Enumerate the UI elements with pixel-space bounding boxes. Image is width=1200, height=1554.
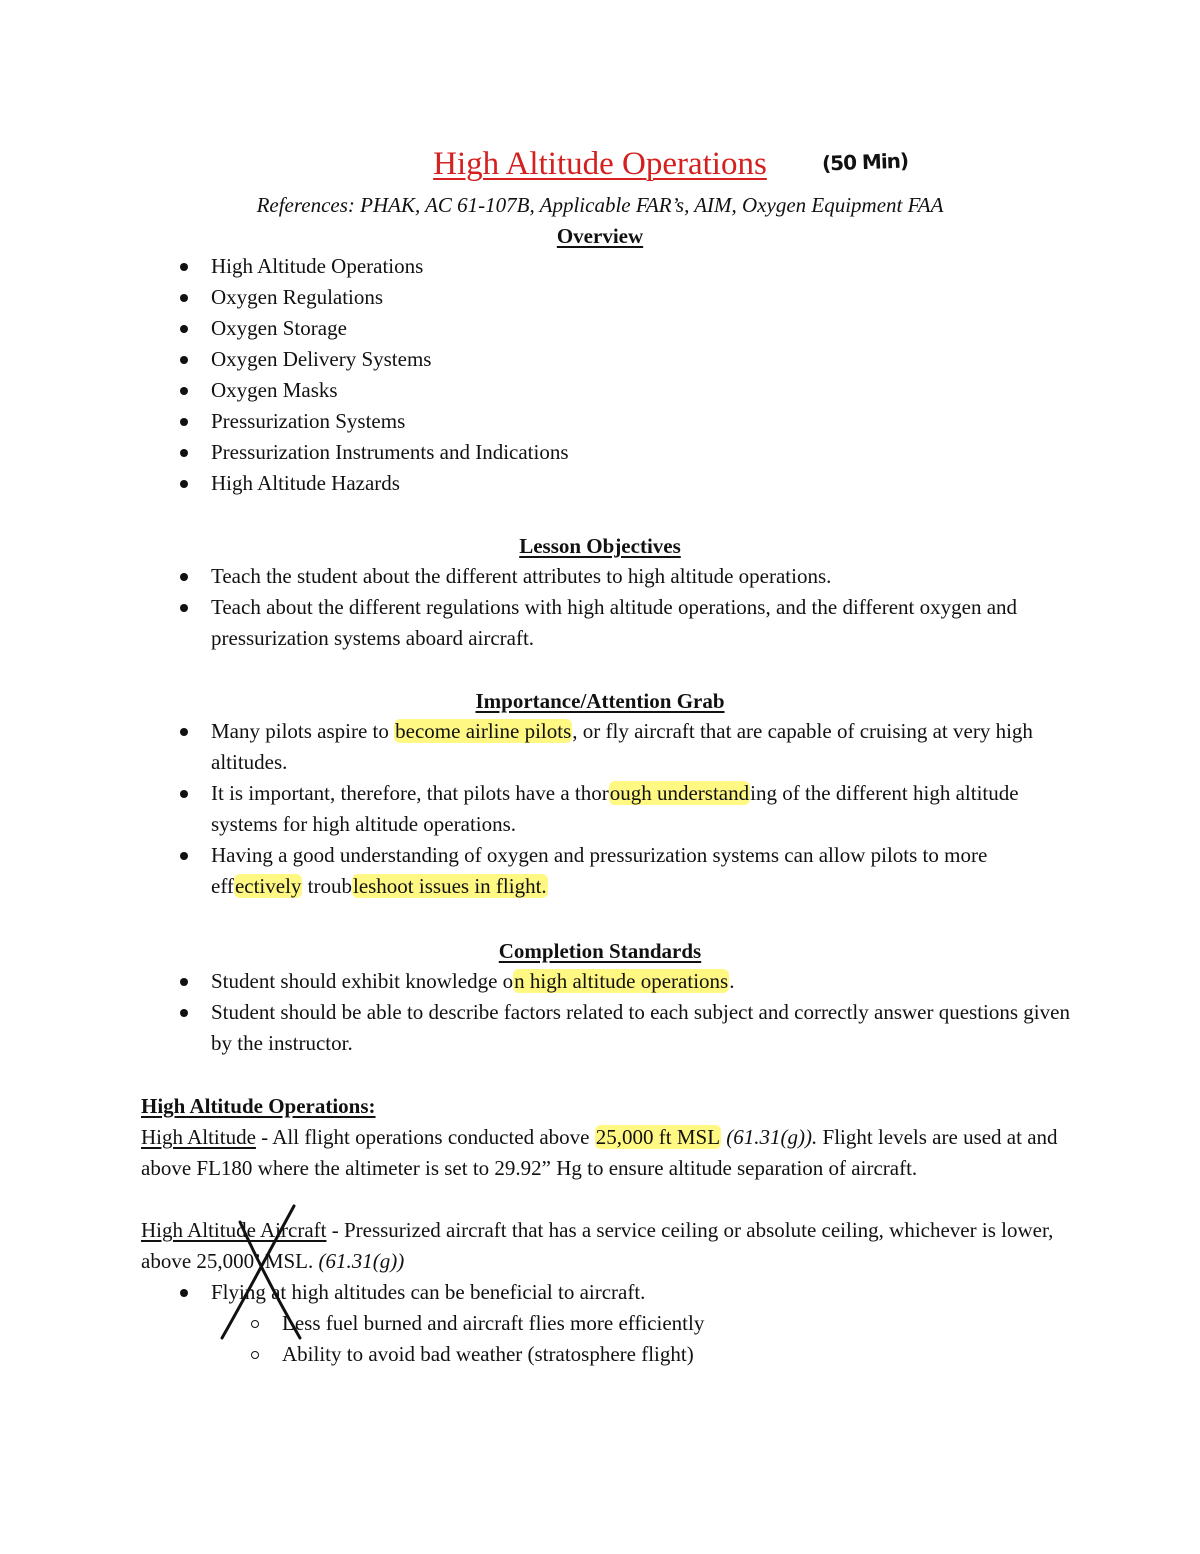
list-item: Teach the student about the different attributes to high altitude operations.: [0, 561, 1071, 592]
highlight: ectively: [234, 874, 302, 898]
list-item: Oxygen Delivery Systems: [0, 344, 1071, 375]
list-item: Having a good understanding of oxygen and pressurization systems can allow pilots to more effectively troubleshoot issues in flight.: [0, 840, 1071, 902]
completion-list: [0, 966, 1071, 1059]
overview-heading: Overview: [556, 224, 644, 248]
list-item: High Altitude Hazards: [0, 468, 1071, 499]
highlight: leshoot issues in flight.: [352, 874, 547, 898]
list-item: Pressurization Systems: [0, 406, 1071, 437]
benefits-list: [0, 1277, 1071, 1308]
definition-high-altitude-aircraft: High Altitude Aircraft - Pressurized aircraft that has a service ceiling or absolute ceiling, whichever is lower, above 25,000’ MSL. (61.31(g)): [141, 1218, 1054, 1273]
list-item: Ability to avoid bad weather (stratosphere flight): [0, 1339, 704, 1370]
objectives-list: [0, 561, 1071, 654]
benefits-sublist: [0, 1308, 704, 1370]
importance-heading: Importance/Attention Grab: [475, 689, 725, 713]
title-text: High Altitude Operations: [433, 146, 767, 182]
references: References: PHAK, AC 61-107B, Applicable FAR’s, AIM, Oxygen Equipment FAA: [256, 193, 944, 217]
list-item: It is important, therefore, that pilots have a thorough understanding of the different high altitude systems for high altitude operations.: [0, 778, 1071, 840]
importance-list: [0, 716, 1071, 902]
list-item: Oxygen Masks: [0, 375, 1071, 406]
list-item: Oxygen Storage: [0, 313, 1071, 344]
far-reference: (61.31(g)): [318, 1249, 405, 1273]
term: High Altitude Aircraft: [141, 1218, 327, 1242]
section-heading: High Altitude Operations:: [141, 1094, 376, 1118]
term: High Altitude: [141, 1125, 256, 1149]
list-item: Student should exhibit knowledge on high altitude operations.: [0, 966, 1071, 997]
handwritten-note: (50 Min): [821, 148, 909, 176]
list-item: Teach about the different regulations with high altitude operations, and the different oxygen and pressurization systems aboard aircraft.: [0, 592, 1071, 654]
far-reference: (61.31(g)).: [721, 1125, 818, 1149]
overview-list: [0, 251, 1071, 499]
highlight: become airline pilots: [395, 719, 572, 743]
list-item: Flying at high altitudes can be beneficial to aircraft.: [0, 1277, 1071, 1308]
completion-heading: Completion Standards: [498, 939, 702, 963]
list-item: High Altitude Operations: [0, 251, 1071, 282]
list-item: Student should be able to describe factors related to each subject and correctly answer questions given by the instructor.: [0, 997, 1071, 1059]
objectives-heading: Lesson Objectives: [519, 534, 681, 558]
list-item: Pressurization Instruments and Indications: [0, 437, 1071, 468]
highlight: 25,000 ft MSL: [595, 1125, 721, 1149]
definition-high-altitude: High Altitude - All flight operations conducted above 25,000 ft MSL (61.31(g)). Flight levels are used at and above FL180 where the altimeter is set to 29.92” Hg to ensure altitude separation of aircraft.: [141, 1125, 1058, 1180]
list-item: Oxygen Regulations: [0, 282, 1071, 313]
highlight: n high altitude operations: [514, 969, 729, 993]
page-title: [0, 144, 1200, 184]
highlight: ough understand: [609, 781, 750, 805]
list-item: Less fuel burned and aircraft flies more efficiently: [0, 1308, 704, 1339]
list-item: Many pilots aspire to become airline pilots, or fly aircraft that are capable of cruising at very high altitudes.: [0, 716, 1071, 778]
